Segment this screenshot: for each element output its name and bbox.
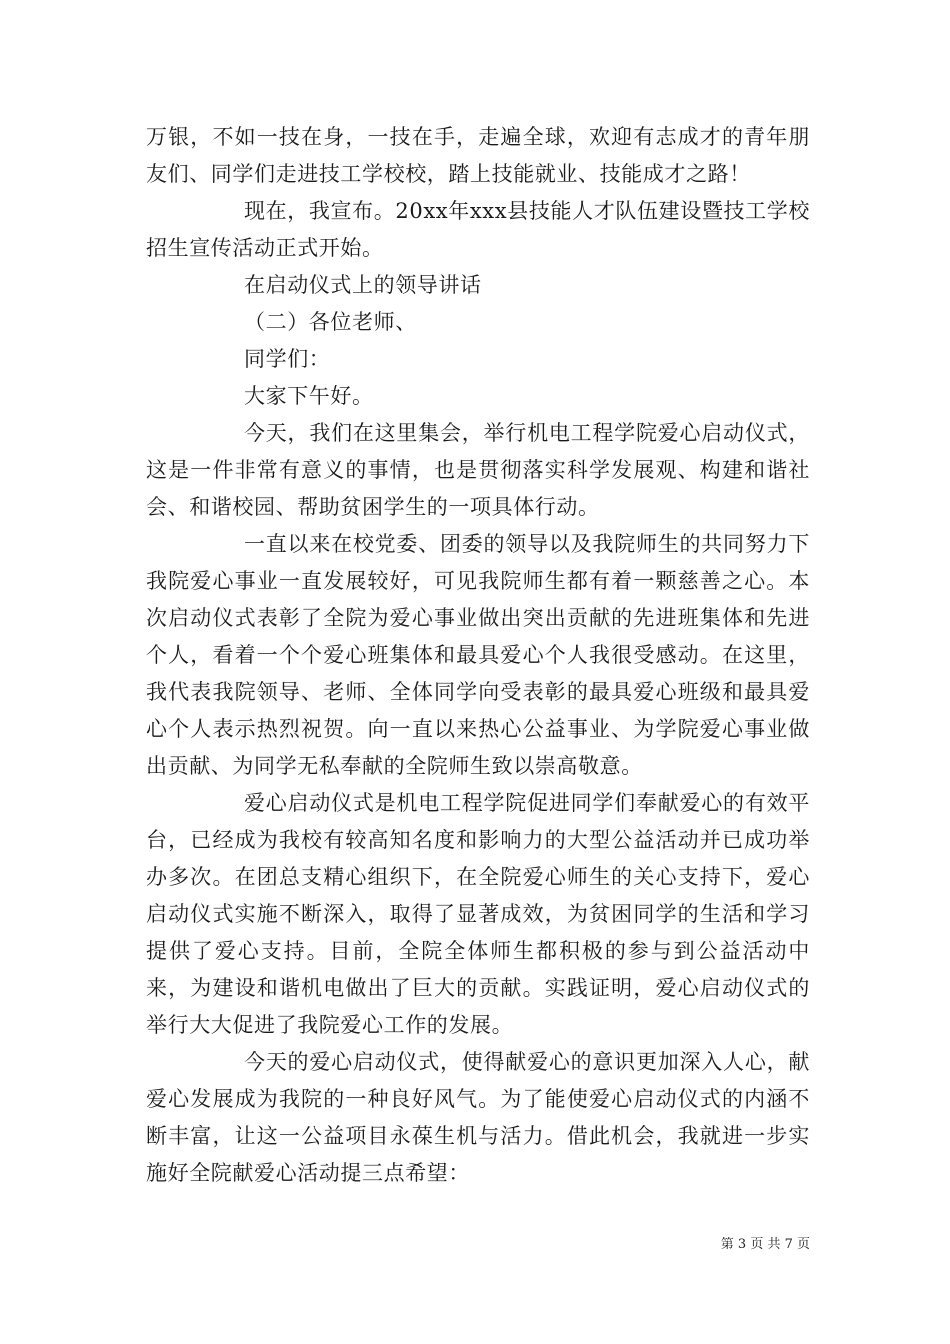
document-body [146, 119, 810, 1192]
paragraph-continued: 万银，不如一技在身，一技在手，走遍全球，欢迎有志成才的青年朋友们、同学们走进技工学校校，踏上技能就业、技能成才之路！ [146, 125, 810, 186]
paragraph: 一直以来在校党委、团委的领导以及我院师生的共同努力下我院爱心事业一直发展较好，可见我院师生都有着一颗慈善之心。本次启动仪式表彰了全院为爱心事业做出突出贡献的先进班集体和先进个人，看着一个个爱心班集体和最具爱心个人我很受感动。在这里，我代表我院领导、老师、全体同学向受表彰的最具爱心班级和最具爱心个人表示热烈祝贺。向一直以来热心公益事业、为学院爱心事业做出贡献、为同学无私奉献的全院师生致以崇高敬意。 [146, 532, 810, 778]
paragraph-announcement: 现在，我宣布。20xx年xxx县技能人才队伍建设暨技工学校招生宣传活动正式开始。 [146, 199, 810, 260]
section-heading: 在启动仪式上的领导讲话 [244, 273, 482, 297]
greeting-line: 大家下午好。 [244, 384, 374, 408]
salutation-line: 同学们： [244, 347, 331, 371]
paragraph: 今天，我们在这里集会，举行机电工程学院爱心启动仪式，这是一件非常有意义的事情，也是贯彻落实科学发展观、构建和谐社会、和谐校园、帮助贫困学生的一项具体行动。 [146, 421, 810, 519]
paragraph: 今天的爱心启动仪式，使得献爱心的意识更加深入人心，献爱心发展成为我院的一种良好风气。为了能使爱心启动仪式的内涵不断丰富，让这一公益项目永葆生机与活力。借此机会，我就进一步实施好全院献爱心活动提三点希望： [146, 1050, 810, 1185]
paragraph: 爱心启动仪式是机电工程学院促进同学们奉献爱心的有效平台，已经成为我校有较高知名度和影响力的大型公益活动并已成功举办多次。在团总支精心组织下，在全院爱心师生的关心支持下，爱心启动仪式实施不断深入，取得了显著成效，为贫困同学的生活和学习提供了爱心支持。目前，全院全体师生都积极的参与到公益活动中来，为建设和谐机电做出了巨大的贡献。实践证明，爱心启动仪式的举行大大促进了我院爱心工作的发展。 [146, 791, 810, 1037]
salutation-line: （二）各位老师、 [244, 310, 417, 334]
page-number: 第 3 页 共 7 页 [720, 1237, 810, 1252]
